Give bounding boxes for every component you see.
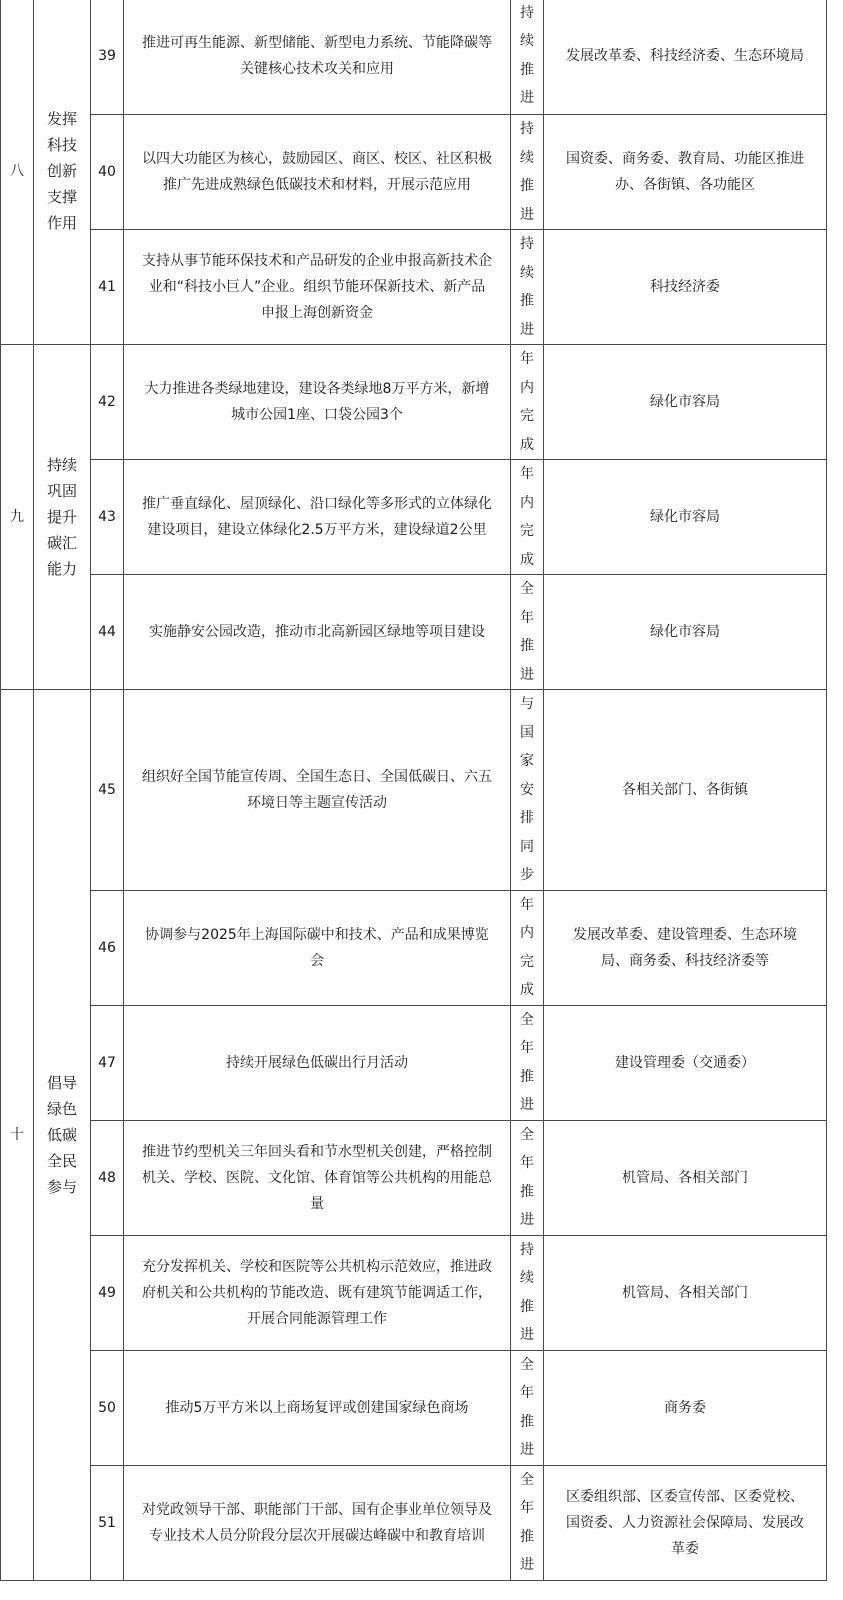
timeline-char: 内: [520, 494, 534, 511]
section-index: 八: [1, 0, 34, 345]
responsible-departments: [544, 890, 827, 1005]
timeline-char: 内: [520, 925, 534, 941]
task-text-line: 协调参与2025年上海国际碳中和技术、产品和成果博览: [145, 926, 489, 943]
task-text-line: 推广先进成熟绿色低碳技术和材料，开展示范应用: [163, 177, 471, 193]
timeline-char: 年: [520, 351, 534, 367]
task-description: [124, 890, 511, 1005]
item-number: 40: [91, 115, 124, 230]
task-text-line: 关键核心技术攻关和应用: [240, 60, 394, 77]
item-number: 42: [91, 345, 124, 460]
task-text-line: 环境日等主题宣传活动: [247, 794, 387, 811]
category-text-line: 能力: [46, 560, 77, 578]
timeline-char: 进: [520, 321, 534, 338]
timeline-char: 推: [520, 1413, 534, 1430]
timeline-char: 推: [520, 1183, 534, 1200]
timeline-char: 成: [520, 551, 534, 568]
timeline-char: 与: [520, 696, 534, 712]
timeline: [511, 1235, 544, 1350]
department-text-line: 发展改革委、建设管理委、生态环境: [573, 926, 797, 943]
task-text-line: 建设项目，建设立体绿化2.5万平方米，建设绿道2公里: [147, 522, 487, 538]
category-text-line: 创新: [46, 161, 77, 180]
task-description: [124, 690, 511, 891]
timeline-char: 步: [520, 867, 534, 883]
task-text-line: 量: [310, 1195, 324, 1212]
timeline-char: 推: [520, 178, 534, 194]
task-text-line: 实施静安公园改造，推动市北高新园区绿地等项目建设: [149, 624, 485, 640]
timeline-char: 内: [520, 379, 534, 396]
responsible-departments: [544, 0, 827, 115]
task-text-line: 业和“科技小巨人”企业。组织节能环保新技术、新产品: [148, 279, 486, 295]
timeline-char: 进: [520, 666, 534, 683]
category-text-line: 科技: [46, 135, 77, 154]
table-row: [1, 115, 827, 230]
timeline: [511, 115, 544, 230]
category-text-line: 发挥: [46, 109, 77, 128]
task-text-line: 组织好全国节能宣传周、全国生态日、全国低碳日、六五: [142, 768, 492, 785]
timeline-char: 进: [520, 1327, 534, 1343]
category-text-line: 提升: [46, 508, 77, 526]
item-number: 39: [91, 0, 124, 115]
department-text-line: 机管局、各相关部门: [622, 1284, 748, 1301]
task-text-line: 推广垂直绿化、屋顶绿化、沿口绿化等多形式的立体绿化: [142, 496, 492, 512]
timeline-char: 年: [520, 609, 534, 626]
timeline-char: 进: [520, 90, 534, 106]
item-number: 44: [91, 575, 124, 690]
timeline-char: 续: [520, 1270, 534, 1286]
timeline-char: 推: [520, 1298, 534, 1315]
task-text-line: 大力推进各类绿地建设，建设各类绿地8万平方米，新增: [144, 381, 490, 397]
timeline-char: 同: [520, 838, 534, 855]
section-index: 九: [1, 345, 34, 690]
table-row: [1, 1465, 827, 1580]
timeline-char: 持: [520, 4, 534, 21]
category-text-line: 绿色: [46, 1099, 77, 1118]
task-description: [124, 230, 511, 345]
department-text-line: 科技经济委: [650, 279, 720, 295]
task-description: [124, 460, 511, 575]
item-number: 45: [91, 690, 124, 891]
department-text-line: 发展改革委、科技经济委、生态环境局: [566, 47, 804, 64]
timeline-char: 年: [520, 1155, 534, 1171]
timeline: [511, 690, 544, 891]
department-text-line: 国资委、人力资源社会保障局、发展改: [566, 1514, 804, 1531]
task-table-body: [1, 0, 827, 1580]
table-row: [1, 460, 827, 575]
timeline-char: 推: [520, 638, 534, 654]
department-text-line: 办、各街镇、各功能区: [615, 177, 755, 193]
timeline-char: 年: [520, 466, 534, 482]
timeline-char: 续: [520, 264, 534, 281]
department-text-line: 绿化市容局: [650, 394, 720, 410]
task-description: [124, 0, 511, 115]
category-text-line: 参与: [46, 1177, 77, 1196]
timeline-char: 成: [520, 436, 534, 453]
timeline-char: 完: [520, 953, 534, 970]
item-number: 46: [91, 890, 124, 1005]
task-text-line: 城市公园1座、口袋公园3个: [231, 407, 403, 423]
category-text-line: 支撑: [46, 187, 77, 206]
timeline: [511, 1350, 544, 1465]
department-text-line: 机管局、各相关部门: [622, 1169, 748, 1186]
item-number: 49: [91, 1235, 124, 1350]
table-row: [1, 890, 827, 1005]
timeline-char: 全: [520, 581, 534, 597]
timeline-char: 持: [520, 121, 534, 137]
timeline-char: 进: [520, 1557, 534, 1573]
task-description: [124, 1350, 511, 1465]
responsible-departments: [544, 1465, 827, 1580]
timeline-char: 全: [520, 1126, 534, 1143]
item-number: 48: [91, 1120, 124, 1235]
responsible-departments: [544, 575, 827, 690]
table-row: [1, 1235, 827, 1350]
timeline-char: 推: [520, 1068, 534, 1085]
task-description: [124, 345, 511, 460]
task-text-line: 专业技术人员分阶段分层次开展碳达峰碳中和教育培训: [149, 1527, 485, 1544]
item-number: 47: [91, 1005, 124, 1120]
task-text-line: 会: [310, 952, 324, 969]
section-index: 十: [1, 690, 34, 1581]
timeline-char: 国: [520, 724, 534, 741]
timeline-char: 持: [520, 236, 534, 252]
timeline-char: 全: [520, 1471, 534, 1488]
responsible-departments: [544, 345, 827, 460]
responsible-departments: [544, 115, 827, 230]
timeline: [511, 890, 544, 1005]
table-row: [1, 575, 827, 690]
item-number: 43: [91, 460, 124, 575]
section-category: [34, 0, 91, 345]
task-text-line: 机关、学校、医院、文化馆、体育馆等公共机构的用能总: [142, 1169, 492, 1186]
task-description: [124, 1235, 511, 1350]
task-text-line: 充分发挥机关、学校和医院等公共机构示范效应，推进政: [142, 1258, 492, 1275]
timeline: [511, 345, 544, 460]
task-text-line: 开展合同能源管理工作: [247, 1310, 387, 1327]
timeline-char: 续: [520, 149, 534, 166]
category-text-line: 碳汇: [46, 534, 77, 552]
timeline-char: 家: [520, 753, 534, 769]
item-number: 41: [91, 230, 124, 345]
timeline-char: 完: [520, 523, 534, 539]
timeline-char: 进: [520, 206, 534, 223]
task-text-line: 府机关和公共机构的节能改造、既有建筑节能调适工作，: [142, 1284, 492, 1301]
department-text-line: 商务委: [664, 1399, 706, 1416]
task-description: [124, 1465, 511, 1580]
task-text-line: 持续开展绿色低碳出行月活动: [226, 1054, 408, 1071]
category-text-line: 巩固: [46, 482, 77, 500]
timeline-char: 安: [520, 781, 534, 798]
timeline: [511, 1005, 544, 1120]
task-description: [124, 1005, 511, 1120]
section-category: [34, 690, 91, 1581]
table-row: [1, 345, 827, 460]
timeline-char: 进: [520, 1212, 534, 1228]
responsible-departments: [544, 1120, 827, 1235]
category-text-line: 倡导: [46, 1073, 77, 1092]
responsible-departments: [544, 230, 827, 345]
timeline-char: 全: [520, 1356, 534, 1373]
timeline-char: 成: [520, 982, 534, 998]
table-row: [1, 1005, 827, 1120]
timeline-char: 年: [520, 1040, 534, 1056]
category-text-line: 低碳: [46, 1125, 77, 1144]
task-text-line: 以四大功能区为核心，鼓励园区、商区、校区、社区积极: [142, 151, 492, 167]
table-row: [1, 230, 827, 345]
category-text-line: 持续: [46, 456, 77, 474]
timeline-char: 年: [520, 1500, 534, 1516]
task-text-line: 支持从事节能环保技术和产品研发的企业申报高新技术企: [142, 253, 492, 269]
department-text-line: 区委组织部、区委宣传部、区委党校、: [566, 1488, 804, 1505]
responsible-departments: [544, 1005, 827, 1120]
table-row: [1, 690, 827, 891]
timeline: [511, 1465, 544, 1580]
task-text-line: 对党政领导干部、职能部门干部、国有企事业单位领导及: [142, 1501, 492, 1518]
task-description: [124, 115, 511, 230]
task-description: [124, 1120, 511, 1235]
task-description: [124, 575, 511, 690]
department-text-line: 各相关部门、各街镇: [622, 781, 748, 798]
timeline: [511, 1120, 544, 1235]
task-text-line: 推进可再生能源、新型储能、新型电力系统、节能降碳等: [142, 34, 492, 51]
timeline: [511, 575, 544, 690]
timeline-char: 年: [520, 896, 534, 913]
timeline-char: 进: [520, 1442, 534, 1458]
item-number: 51: [91, 1465, 124, 1580]
timeline-char: 持: [520, 1241, 534, 1258]
department-text-line: 绿化市容局: [650, 624, 720, 640]
task-text-line: 推动5万平方米以上商场复评或创建国家绿色商场: [165, 1399, 469, 1416]
department-text-line: 局、商务委、科技经济委等: [601, 952, 769, 969]
department-text-line: 绿化市容局: [650, 509, 720, 525]
timeline: [511, 460, 544, 575]
category-text-line: 作用: [46, 213, 77, 232]
task-text-line: 推进节约型机关三年回头看和节水型机关创建，严格控制: [142, 1143, 492, 1160]
category-text-line: 全民: [46, 1151, 77, 1170]
responsible-departments: [544, 460, 827, 575]
timeline-char: 排: [520, 810, 534, 826]
timeline-char: 全: [520, 1011, 534, 1028]
responsible-departments: [544, 690, 827, 891]
timeline: [511, 0, 544, 115]
timeline-char: 推: [520, 293, 534, 309]
table-row: [1, 0, 827, 115]
task-text-line: 申报上海创新资金: [261, 305, 373, 321]
table-row: [1, 1350, 827, 1465]
timeline-char: 完: [520, 408, 534, 424]
department-text-line: 革委: [671, 1540, 699, 1557]
department-text-line: 国资委、商务委、教育局、功能区推进: [566, 151, 804, 167]
timeline-char: 年: [520, 1385, 534, 1401]
timeline-char: 推: [520, 61, 534, 78]
timeline-char: 进: [520, 1097, 534, 1113]
timeline: [511, 230, 544, 345]
responsible-departments: [544, 1235, 827, 1350]
department-text-line: 建设管理委（交通委）: [615, 1054, 755, 1071]
item-number: 50: [91, 1350, 124, 1465]
responsible-departments: [544, 1350, 827, 1465]
table-row: [1, 1120, 827, 1235]
timeline-char: 续: [520, 33, 534, 49]
section-category: [34, 345, 91, 690]
timeline-char: 推: [520, 1528, 534, 1545]
